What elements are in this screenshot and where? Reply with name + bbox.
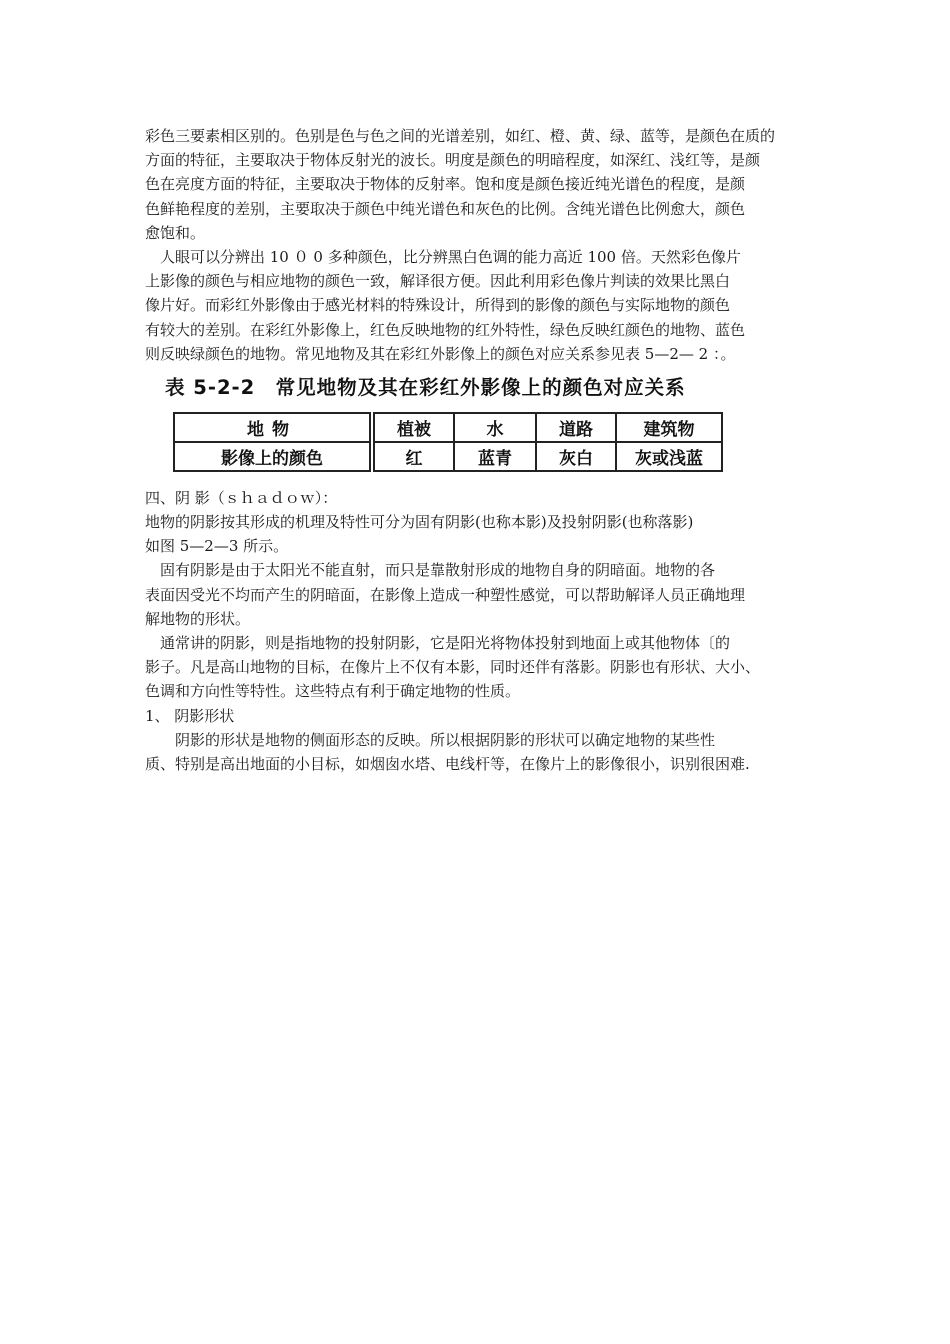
paragraph-color-perception [145, 245, 813, 366]
text-line: 影子。凡是高山地物的目标，在像片上不仅有本影，同时还伴有落影。阴影也有形状、大小、 [145, 658, 761, 677]
paragraph-shadow-types [145, 510, 813, 558]
table-cell: 影像上的颜色 [174, 442, 372, 471]
text-line: 色鲜艳程度的差别，主要取决于颜色中纯光谱色和灰色的比例。含纯光谱色比例愈大，颜色 [145, 199, 746, 218]
text-line: 上影像的颜色与相应地物的颜色一致，解译很方便。因此利用彩色像片判读的效果比黑白 [145, 272, 731, 291]
text-line: 像片好。而彩红外影像由于感光材料的特殊设计，所得到的影像的颜色与实际地物的颜色 [145, 296, 731, 315]
table-figure [145, 372, 813, 482]
text-line: 有较大的差别。在彩红外影像上，红色反映地物的红外特性，绿色反映红颜色的地物、蓝色 [145, 320, 746, 339]
table-cell: 道路 [536, 413, 616, 442]
table-cell: 灰或浅蓝 [616, 442, 722, 471]
document-page [145, 124, 813, 776]
paragraph-cast-shadow [145, 631, 813, 704]
text-line: 表面因受光不均而产生的阴暗面，在影像上造成一种塑性感觉，可以帮助解译人员正确地理 [145, 585, 746, 604]
text-line: 彩色三要素相区别的。色别是色与色之间的光谱差别，如红、橙、黄、绿、蓝等，是颜色在质的 [145, 127, 776, 145]
text-line: 如图 5—2—3 所示。 [145, 537, 289, 556]
table-cell: 蓝青 [454, 442, 536, 471]
subheading: 1、 阴影形状 [145, 706, 235, 725]
table-cell: 建筑物 [616, 413, 722, 442]
table-cell: 水 [454, 413, 536, 442]
color-correspondence-table [173, 412, 723, 472]
table-header-row [174, 413, 722, 442]
text-line: 色在亮度方面的特征，主要取决于物体的反射率。饱和度是颜色接近纯光谱色的程度，是颜 [145, 175, 746, 194]
text-line: 阴影的形状是地物的侧面形态的反映。所以根据阴影的形状可以确定地物的某些性 [145, 730, 716, 749]
text-line: 固有阴影是由于太阳光不能直射，而只是靠散射形成的地物自身的阴暗面。地物的各 [145, 561, 716, 580]
text-line: 质、特别是高出地面的小目标，如烟囱水塔、电线杆等，在像片上的影像很小，识别很困难. [145, 754, 750, 773]
text-line: 人眼可以分辨出 10 ０ 0 多种颜色，比分辨黑白色调的能力高近 100 倍。天然彩色像片 [145, 247, 741, 266]
text-line: 通常讲的阴影，则是指地物的投射阴影，它是阳光将物体投射到地面上或其他物体〔的 [145, 634, 731, 652]
table-title: 表 5-2-2 常见地物及其在彩红外影像上的颜色对应关系 [165, 375, 686, 399]
paragraph-self-shadow [145, 558, 813, 631]
table-cell: 植被 [372, 413, 454, 442]
text-line: 地物的阴影按其形成的机理及特性可分为固有阴影(也称本影)及投射阴影(也称落影) [145, 513, 694, 532]
text-line: 愈饱和。 [145, 223, 206, 242]
paragraph-color-attributes [145, 124, 813, 245]
table-cell: 红 [372, 442, 454, 471]
text-line: 方面的特征，主要取决于物体反射光的波长。明度是颜色的明暗程度，如深红、浅红等，是颜 [145, 151, 761, 170]
section-heading: 四、阴 影（ｓｈａｄｏｗ）： [145, 488, 338, 507]
table-row [174, 442, 722, 471]
paragraph-shadow-shape [145, 728, 813, 776]
text-line: 则反映绿颜色的地物。常见地物及其在彩红外影像上的颜色对应关系参见表 5—2— 2 ：。 [145, 344, 736, 363]
text-line: 色调和方向性等特性。这些特点有利于确定地物的性质。 [145, 682, 521, 701]
text-line: 解地物的形状。 [145, 609, 251, 628]
table-cell: 灰白 [536, 442, 616, 471]
table-cell: 地物 [174, 413, 372, 442]
